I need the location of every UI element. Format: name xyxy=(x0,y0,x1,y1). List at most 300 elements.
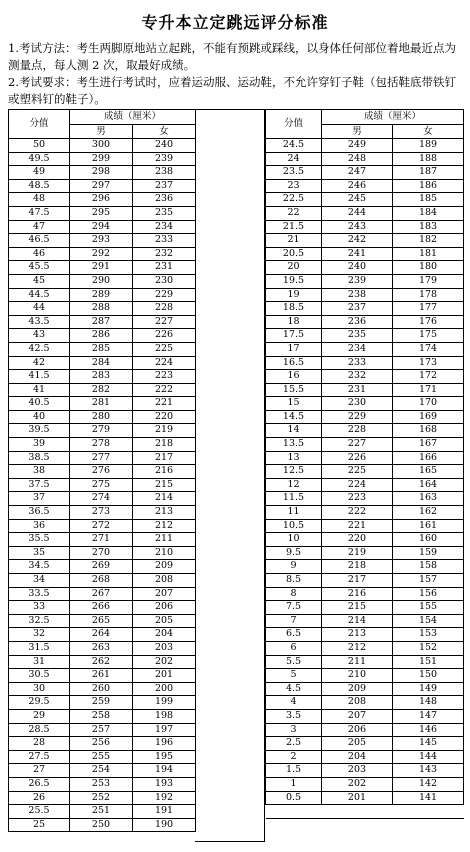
female-cell: 240 xyxy=(133,139,196,153)
female-cell: 164 xyxy=(393,478,464,492)
score-cell: 5.5 xyxy=(266,655,322,669)
result-header: 成绩（厘米） xyxy=(70,110,196,125)
score-cell: 48 xyxy=(9,193,70,207)
score-cell: 7.5 xyxy=(266,601,322,615)
table-row xyxy=(9,288,196,302)
score-cell: 7 xyxy=(266,614,322,628)
male-cell: 201 xyxy=(322,791,393,805)
female-cell: 142 xyxy=(393,777,464,791)
male-cell: 220 xyxy=(322,533,393,547)
score-cell: 11 xyxy=(266,506,322,520)
table-row xyxy=(9,356,196,370)
female-cell: 237 xyxy=(133,179,196,193)
male-cell: 268 xyxy=(70,574,133,588)
female-cell: 239 xyxy=(133,152,196,166)
table-row xyxy=(9,193,196,207)
note-requirement xyxy=(8,74,464,108)
female-cell: 174 xyxy=(393,342,464,356)
male-header: 男 xyxy=(70,124,133,139)
score-cell: 44.5 xyxy=(9,288,70,302)
male-cell: 225 xyxy=(322,465,393,479)
empty-cell xyxy=(393,818,464,831)
table-row xyxy=(9,274,196,288)
table-row xyxy=(266,682,464,696)
male-cell: 279 xyxy=(70,424,133,438)
male-cell: 258 xyxy=(70,709,133,723)
female-cell: 199 xyxy=(133,696,196,710)
score-cell: 29.5 xyxy=(9,696,70,710)
male-cell: 230 xyxy=(322,397,393,411)
table-row xyxy=(266,247,464,261)
table-row xyxy=(9,560,196,574)
male-cell: 251 xyxy=(70,805,133,819)
score-cell: 8 xyxy=(266,587,322,601)
score-cell: 20.5 xyxy=(266,247,322,261)
score-cell: 6.5 xyxy=(266,628,322,642)
score-cell: 26.5 xyxy=(9,777,70,791)
score-cell: 46 xyxy=(9,247,70,261)
male-cell: 246 xyxy=(322,179,393,193)
score-cell: 9.5 xyxy=(266,546,322,560)
score-cell: 30 xyxy=(9,682,70,696)
male-cell: 203 xyxy=(322,764,393,778)
female-cell: 157 xyxy=(393,574,464,588)
male-cell: 210 xyxy=(322,669,393,683)
male-cell: 255 xyxy=(70,750,133,764)
male-cell: 287 xyxy=(70,315,133,329)
male-cell: 212 xyxy=(322,641,393,655)
male-cell: 285 xyxy=(70,342,133,356)
score-cell: 46.5 xyxy=(9,234,70,248)
female-cell: 161 xyxy=(393,519,464,533)
score-cell: 49.5 xyxy=(9,152,70,166)
male-cell: 284 xyxy=(70,356,133,370)
female-cell: 190 xyxy=(133,818,196,832)
score-cell: 3.5 xyxy=(266,709,322,723)
female-cell: 200 xyxy=(133,682,196,696)
male-cell: 206 xyxy=(322,723,393,737)
female-cell: 147 xyxy=(393,709,464,723)
table-gap xyxy=(195,109,265,842)
score-cell: 41.5 xyxy=(9,370,70,384)
score-cell: 9 xyxy=(266,560,322,574)
score-cell: 34.5 xyxy=(9,560,70,574)
score-cell: 20 xyxy=(266,261,322,275)
table-row xyxy=(9,655,196,669)
table-row xyxy=(266,791,464,805)
score-header: 分值 xyxy=(9,110,70,139)
female-cell: 153 xyxy=(393,628,464,642)
table-row xyxy=(9,574,196,588)
female-cell: 202 xyxy=(133,655,196,669)
female-cell: 231 xyxy=(133,261,196,275)
score-cell: 1.5 xyxy=(266,764,322,778)
male-cell: 233 xyxy=(322,356,393,370)
male-cell: 238 xyxy=(322,288,393,302)
female-cell: 238 xyxy=(133,166,196,180)
male-cell: 221 xyxy=(322,519,393,533)
male-cell: 216 xyxy=(322,587,393,601)
female-cell: 186 xyxy=(393,179,464,193)
female-cell: 205 xyxy=(133,614,196,628)
score-cell: 39 xyxy=(9,438,70,452)
male-cell: 217 xyxy=(322,574,393,588)
score-cell: 10.5 xyxy=(266,519,322,533)
female-cell: 221 xyxy=(133,397,196,411)
score-cell: 4.5 xyxy=(266,682,322,696)
table-row xyxy=(9,506,196,520)
female-cell: 218 xyxy=(133,438,196,452)
score-cell: 18.5 xyxy=(266,302,322,316)
score-cell: 26 xyxy=(9,791,70,805)
table-row-empty xyxy=(266,818,464,831)
table-row xyxy=(266,669,464,683)
male-cell: 231 xyxy=(322,383,393,397)
female-cell: 222 xyxy=(133,383,196,397)
score-cell: 19.5 xyxy=(266,274,322,288)
score-cell: 33 xyxy=(9,601,70,615)
table-row xyxy=(266,641,464,655)
male-cell: 243 xyxy=(322,220,393,234)
table-row xyxy=(9,410,196,424)
score-cell: 25 xyxy=(9,818,70,832)
table-row xyxy=(9,465,196,479)
female-cell: 180 xyxy=(393,261,464,275)
table-row xyxy=(266,451,464,465)
table-row xyxy=(266,696,464,710)
score-table-right-body xyxy=(266,139,464,832)
female-cell: 201 xyxy=(133,669,196,683)
male-cell: 286 xyxy=(70,329,133,343)
table-row xyxy=(9,601,196,615)
female-cell: 145 xyxy=(393,737,464,751)
male-cell: 234 xyxy=(322,342,393,356)
score-cell: 32 xyxy=(9,628,70,642)
male-cell: 205 xyxy=(322,737,393,751)
score-cell: 22.5 xyxy=(266,193,322,207)
male-cell: 202 xyxy=(322,777,393,791)
table-row xyxy=(9,179,196,193)
female-cell: 193 xyxy=(133,777,196,791)
female-cell: 176 xyxy=(393,315,464,329)
female-cell: 188 xyxy=(393,152,464,166)
female-cell: 219 xyxy=(133,424,196,438)
note-method xyxy=(8,40,464,74)
table-row xyxy=(9,329,196,343)
male-cell: 269 xyxy=(70,560,133,574)
score-cell: 37 xyxy=(9,492,70,506)
score-cell: 8.5 xyxy=(266,574,322,588)
score-cell: 14.5 xyxy=(266,410,322,424)
note-method-label: 1.考试方法： xyxy=(8,41,77,55)
male-cell: 276 xyxy=(70,465,133,479)
score-cell: 3 xyxy=(266,723,322,737)
female-cell: 208 xyxy=(133,574,196,588)
female-cell: 144 xyxy=(393,750,464,764)
female-cell: 228 xyxy=(133,302,196,316)
table-row xyxy=(266,424,464,438)
table-row xyxy=(266,737,464,751)
male-cell: 270 xyxy=(70,546,133,560)
table-row xyxy=(9,166,196,180)
table-row xyxy=(9,777,196,791)
male-cell: 247 xyxy=(322,166,393,180)
score-cell: 35 xyxy=(9,546,70,560)
empty-cell xyxy=(266,805,322,819)
table-row xyxy=(9,669,196,683)
female-cell: 236 xyxy=(133,193,196,207)
table-row xyxy=(266,329,464,343)
male-cell: 239 xyxy=(322,274,393,288)
female-cell: 232 xyxy=(133,247,196,261)
female-cell: 163 xyxy=(393,492,464,506)
score-cell: 40 xyxy=(9,410,70,424)
score-cell: 32.5 xyxy=(9,614,70,628)
male-cell: 289 xyxy=(70,288,133,302)
male-cell: 204 xyxy=(322,750,393,764)
female-cell: 179 xyxy=(393,274,464,288)
table-row xyxy=(9,818,196,832)
male-cell: 254 xyxy=(70,764,133,778)
table-row xyxy=(9,764,196,778)
female-cell: 192 xyxy=(133,791,196,805)
male-cell: 274 xyxy=(70,492,133,506)
female-cell: 227 xyxy=(133,315,196,329)
male-cell: 249 xyxy=(322,139,393,153)
female-cell: 143 xyxy=(393,764,464,778)
male-cell: 215 xyxy=(322,601,393,615)
score-cell: 21.5 xyxy=(266,220,322,234)
table-row xyxy=(266,383,464,397)
table-row xyxy=(266,139,464,153)
male-cell: 207 xyxy=(322,709,393,723)
table-row xyxy=(9,206,196,220)
female-cell: 216 xyxy=(133,465,196,479)
table-row xyxy=(9,451,196,465)
table-row xyxy=(266,533,464,547)
male-cell: 295 xyxy=(70,206,133,220)
empty-cell xyxy=(322,818,393,831)
table-row xyxy=(266,777,464,791)
male-cell: 259 xyxy=(70,696,133,710)
score-cell: 37.5 xyxy=(9,478,70,492)
empty-cell xyxy=(322,805,393,819)
female-cell: 198 xyxy=(133,709,196,723)
male-cell: 257 xyxy=(70,723,133,737)
male-cell: 229 xyxy=(322,410,393,424)
note-method-text: 考生两脚原地站立起跳，不能有预跳或踩线，以身体任何部位着地最近点为测量点，每人测 2 次，取最好成绩。 xyxy=(8,41,456,72)
score-cell: 14 xyxy=(266,424,322,438)
table-row xyxy=(9,342,196,356)
score-cell: 24.5 xyxy=(266,139,322,153)
male-cell: 296 xyxy=(70,193,133,207)
score-cell: 19 xyxy=(266,288,322,302)
female-cell: 155 xyxy=(393,601,464,615)
female-cell: 191 xyxy=(133,805,196,819)
table-row xyxy=(9,438,196,452)
score-cell: 25.5 xyxy=(9,805,70,819)
male-cell: 218 xyxy=(322,560,393,574)
table-row xyxy=(266,261,464,275)
male-cell: 282 xyxy=(70,383,133,397)
male-cell: 253 xyxy=(70,777,133,791)
male-cell: 235 xyxy=(322,329,393,343)
table-row xyxy=(9,370,196,384)
table-row xyxy=(266,234,464,248)
page-title: 专升本立定跳远评分标准 xyxy=(141,13,329,32)
table-row xyxy=(266,546,464,560)
male-cell: 232 xyxy=(322,370,393,384)
table-row xyxy=(9,261,196,275)
table-row xyxy=(9,220,196,234)
female-cell: 183 xyxy=(393,220,464,234)
table-row xyxy=(9,546,196,560)
score-cell: 31 xyxy=(9,655,70,669)
female-cell: 160 xyxy=(393,533,464,547)
male-cell: 209 xyxy=(322,682,393,696)
female-cell: 226 xyxy=(133,329,196,343)
male-cell: 273 xyxy=(70,506,133,520)
table-row xyxy=(266,315,464,329)
table-row xyxy=(9,682,196,696)
score-cell: 36 xyxy=(9,519,70,533)
table-row xyxy=(266,750,464,764)
score-cell: 34 xyxy=(9,574,70,588)
female-cell: 196 xyxy=(133,737,196,751)
table-row xyxy=(9,709,196,723)
score-cell: 21 xyxy=(266,234,322,248)
table-row xyxy=(9,641,196,655)
male-cell: 300 xyxy=(70,139,133,153)
score-cell: 42.5 xyxy=(9,342,70,356)
male-cell: 290 xyxy=(70,274,133,288)
male-cell: 264 xyxy=(70,628,133,642)
score-cell: 28 xyxy=(9,737,70,751)
male-cell: 298 xyxy=(70,166,133,180)
male-cell: 283 xyxy=(70,370,133,384)
table-row xyxy=(266,220,464,234)
score-cell: 47 xyxy=(9,220,70,234)
table-row xyxy=(266,764,464,778)
score-cell: 17.5 xyxy=(266,329,322,343)
score-cell: 22 xyxy=(266,206,322,220)
table-row xyxy=(266,655,464,669)
female-cell: 225 xyxy=(133,342,196,356)
table-row xyxy=(9,139,196,153)
female-cell: 152 xyxy=(393,641,464,655)
female-cell: 224 xyxy=(133,356,196,370)
score-cell: 23 xyxy=(266,179,322,193)
table-row xyxy=(266,614,464,628)
table-row xyxy=(266,723,464,737)
table-row xyxy=(266,370,464,384)
female-cell: 203 xyxy=(133,641,196,655)
male-cell: 293 xyxy=(70,234,133,248)
female-cell: 187 xyxy=(393,166,464,180)
male-cell: 237 xyxy=(322,302,393,316)
score-cell: 16.5 xyxy=(266,356,322,370)
female-cell: 162 xyxy=(393,506,464,520)
male-cell: 299 xyxy=(70,152,133,166)
female-cell: 207 xyxy=(133,587,196,601)
table-row xyxy=(266,179,464,193)
female-cell: 165 xyxy=(393,465,464,479)
female-cell: 168 xyxy=(393,424,464,438)
table-row xyxy=(9,750,196,764)
female-cell: 141 xyxy=(393,791,464,805)
male-cell: 236 xyxy=(322,315,393,329)
table-row xyxy=(266,438,464,452)
score-cell: 45 xyxy=(9,274,70,288)
female-cell: 173 xyxy=(393,356,464,370)
score-cell: 45.5 xyxy=(9,261,70,275)
result-header: 成绩（厘米） xyxy=(322,110,464,125)
female-cell: 210 xyxy=(133,546,196,560)
male-cell: 280 xyxy=(70,410,133,424)
table-row-empty xyxy=(266,805,464,819)
male-cell: 277 xyxy=(70,451,133,465)
score-cell: 12.5 xyxy=(266,465,322,479)
table-row xyxy=(266,302,464,316)
score-cell: 12 xyxy=(266,478,322,492)
table-row xyxy=(266,560,464,574)
female-cell: 158 xyxy=(393,560,464,574)
male-cell: 288 xyxy=(70,302,133,316)
female-cell: 213 xyxy=(133,506,196,520)
table-row xyxy=(9,247,196,261)
table-row xyxy=(9,478,196,492)
table-row xyxy=(266,274,464,288)
table-row xyxy=(9,152,196,166)
table-row xyxy=(266,193,464,207)
score-cell: 13.5 xyxy=(266,438,322,452)
female-cell: 214 xyxy=(133,492,196,506)
table-row xyxy=(9,696,196,710)
score-cell: 35.5 xyxy=(9,533,70,547)
table-row xyxy=(9,302,196,316)
female-cell: 195 xyxy=(133,750,196,764)
male-cell: 291 xyxy=(70,261,133,275)
male-cell: 261 xyxy=(70,669,133,683)
female-cell: 146 xyxy=(393,723,464,737)
table-row xyxy=(9,805,196,819)
table-row xyxy=(266,397,464,411)
table-row xyxy=(266,356,464,370)
empty-cell xyxy=(266,818,322,831)
score-cell: 33.5 xyxy=(9,587,70,601)
female-cell: 220 xyxy=(133,410,196,424)
female-cell: 204 xyxy=(133,628,196,642)
female-cell: 154 xyxy=(393,614,464,628)
table-row xyxy=(9,383,196,397)
table-row xyxy=(9,587,196,601)
female-header: 女 xyxy=(393,124,464,139)
table-row xyxy=(9,737,196,751)
female-header: 女 xyxy=(133,124,196,139)
table-row xyxy=(266,519,464,533)
male-cell: 208 xyxy=(322,696,393,710)
female-cell: 235 xyxy=(133,206,196,220)
score-cell: 4 xyxy=(266,696,322,710)
score-cell: 47.5 xyxy=(9,206,70,220)
score-cell: 38 xyxy=(9,465,70,479)
score-cell: 29 xyxy=(9,709,70,723)
female-cell: 215 xyxy=(133,478,196,492)
score-cell: 10 xyxy=(266,533,322,547)
score-cell: 36.5 xyxy=(9,506,70,520)
male-cell: 228 xyxy=(322,424,393,438)
score-cell: 43.5 xyxy=(9,315,70,329)
